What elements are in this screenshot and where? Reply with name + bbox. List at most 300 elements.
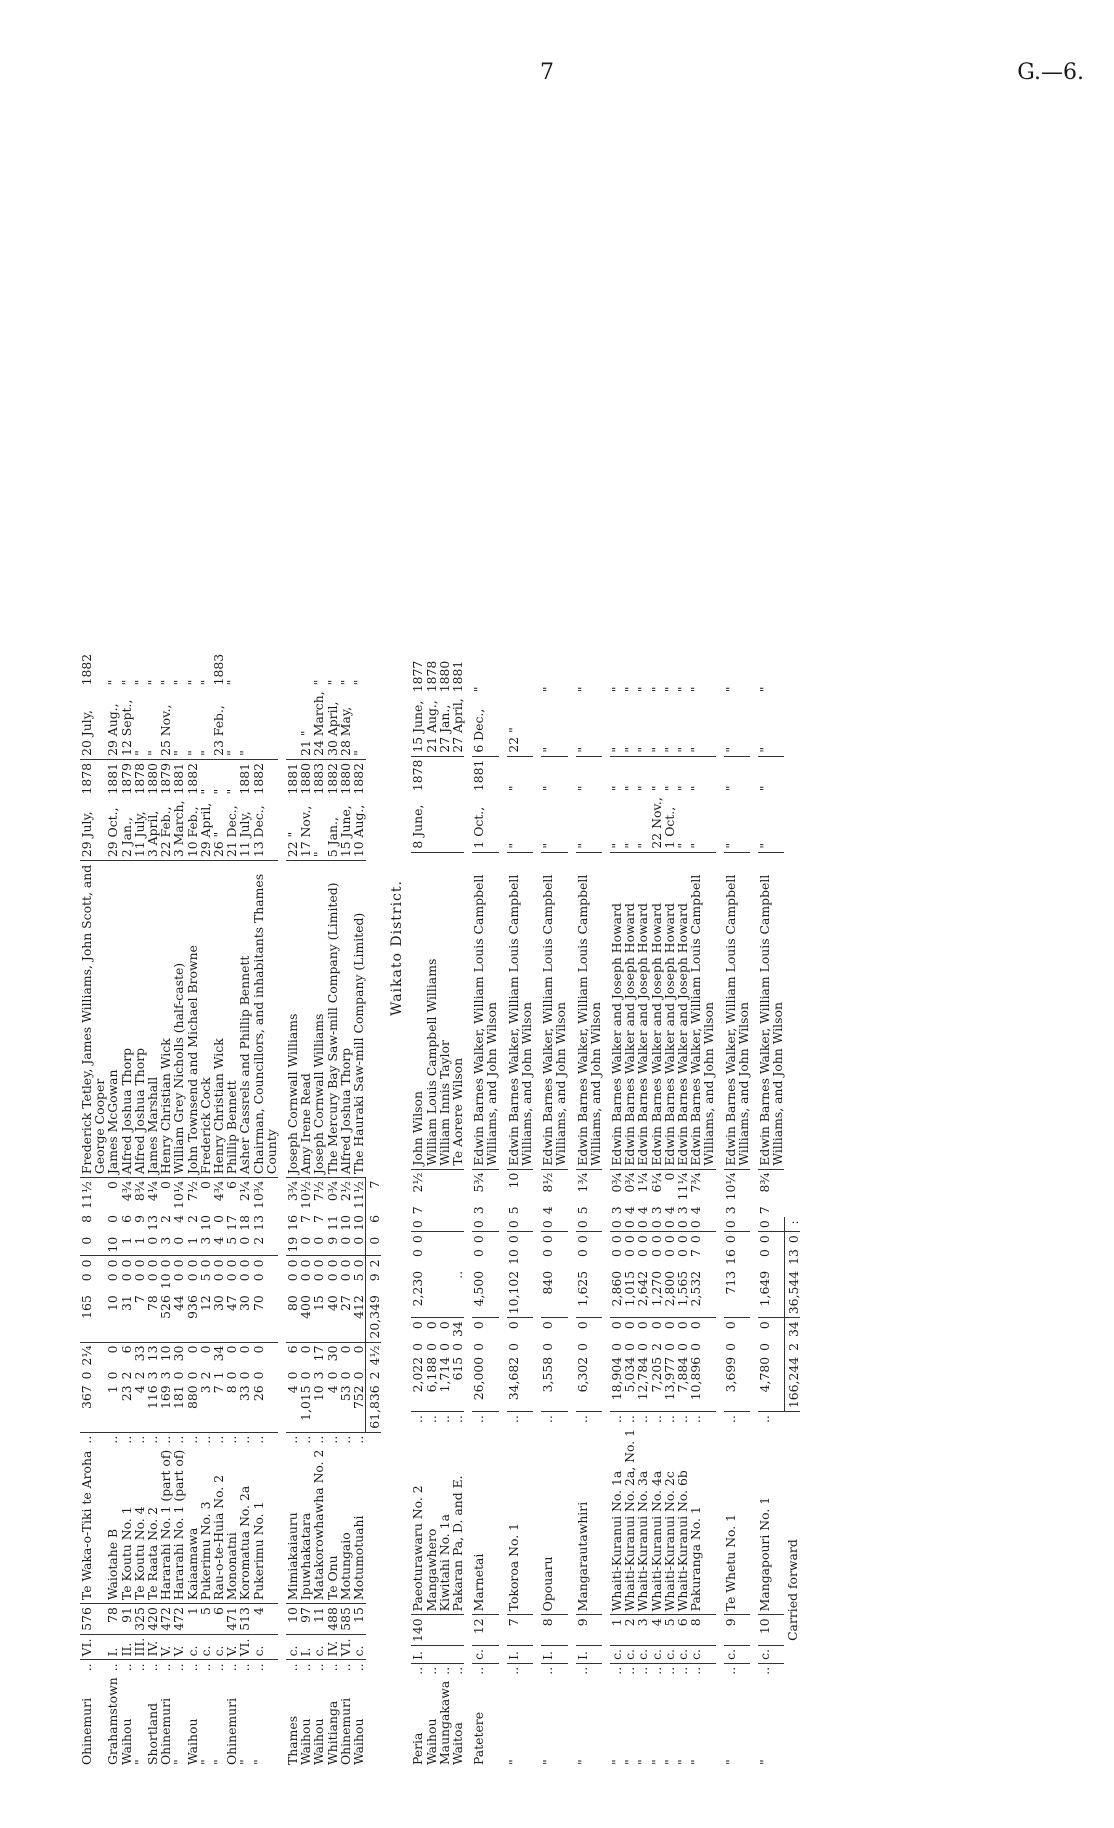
table-cell: " — [636, 695, 649, 756]
table-cell: 6¼ — [648, 1172, 664, 1193]
table-cell: " — [756, 785, 772, 792]
table-cell: 400 — [299, 1292, 312, 1342]
table-cell: 0 — [285, 1273, 301, 1282]
table-cell: 2 — [158, 1214, 174, 1223]
table-cell: 0 — [298, 1259, 314, 1268]
table-cell: VI. — [339, 1634, 352, 1660]
table-cell: 27 April, — [451, 695, 464, 756]
table-cell: 1881 — [450, 660, 466, 693]
table-cell: 1881 — [471, 759, 487, 792]
table-cell: 0 — [674, 1249, 690, 1257]
table-cell: 0 — [211, 1214, 227, 1223]
table-cell: c. — [689, 1645, 715, 1663]
table-cell: 8 — [79, 1214, 94, 1223]
table-cell: 47 — [225, 1292, 238, 1342]
table-cell: .. — [211, 1435, 227, 1444]
table-cell: 0 — [410, 1249, 426, 1257]
table-cell: 3 — [636, 1615, 649, 1646]
table-cell: 8 — [225, 1382, 238, 1432]
table-cell: 1882 — [324, 762, 340, 795]
table-cell: 0 — [250, 1371, 266, 1380]
table-cell — [425, 1615, 438, 1646]
table-cell: " — [610, 794, 623, 852]
table-cell: 9 — [576, 1615, 602, 1646]
table-cell: " — [237, 1759, 253, 1765]
table-cell: John Townsend and Michael Browne — [186, 861, 199, 1178]
table-row — [576, 658, 602, 1768]
table-cell: " — [648, 686, 664, 693]
table-cell: 5 Jan., — [326, 797, 339, 860]
table-cell: 420 — [146, 1604, 159, 1635]
table-cell: .. — [540, 1415, 556, 1424]
table-cell: 0 — [237, 1371, 253, 1380]
table-cell — [425, 1232, 438, 1246]
table-cell: .. — [324, 1435, 340, 1444]
table-cell: 0 — [635, 1249, 651, 1257]
table-cell: 4 — [540, 1206, 556, 1215]
table-cell: Edwin Barnes Walker and Joseph Howard — [663, 852, 676, 1169]
table-cell — [451, 1645, 464, 1663]
table-cell: 30 April, — [326, 688, 339, 759]
table-cell: 0 — [184, 1259, 200, 1268]
table-cell: 0 — [688, 1235, 704, 1244]
table-cell: 0 — [423, 1321, 439, 1330]
table-cell: I. — [411, 1645, 424, 1663]
table-cell: 2,800 — [663, 1268, 676, 1318]
table-cell: Tokoroa No. 1 — [507, 1426, 533, 1615]
table-cell: 18 — [237, 1214, 253, 1231]
table-cell: 4 — [252, 1604, 278, 1635]
table-cell: 0 — [79, 1273, 94, 1282]
table-cell: 1880 — [298, 762, 314, 795]
table-cell — [425, 1169, 438, 1203]
table-cell: 3 — [311, 1371, 327, 1380]
table-cell: 1 — [186, 1604, 199, 1635]
table-cell: 0 — [158, 1259, 174, 1268]
table-cell: 0 — [211, 1273, 227, 1282]
table-cell: 10 — [312, 1382, 325, 1432]
table-cell: .. — [250, 1435, 266, 1444]
table-cell: 0 — [635, 1321, 651, 1330]
table-cell: 13 — [145, 1214, 161, 1231]
table-cell: 3 — [158, 1371, 174, 1380]
table-cell: Waiotahe B — [106, 1447, 119, 1604]
subtotal-cell: 4½ — [366, 1342, 382, 1368]
table-cell: 471 — [225, 1604, 238, 1635]
table-cell: 1881 — [237, 762, 253, 795]
table-cell: 29 July, — [80, 797, 106, 860]
table-cell: 1,270 — [650, 1268, 663, 1318]
table-cell: 0 — [351, 1259, 367, 1268]
table-cell — [425, 1217, 438, 1231]
table-cell: 472 — [172, 1604, 185, 1635]
table-cell — [451, 1615, 464, 1646]
table-cell: 0 — [131, 1273, 147, 1282]
table-cell: c. — [286, 1634, 299, 1660]
table-cell: .. — [756, 1415, 772, 1424]
table-cell: 1 — [120, 1234, 133, 1256]
table-cell: Rau-o-te-Huia No. 2 — [212, 1447, 225, 1604]
table-cell: 0 — [635, 1235, 651, 1244]
table-cell: 3 March, — [172, 797, 185, 860]
table-cell: 2 Jan., — [120, 797, 133, 860]
table-cell: c. — [663, 1645, 676, 1663]
table-cell — [438, 794, 451, 852]
table-cell: 2,860 — [610, 1268, 623, 1318]
table-cell: Whaiti-Kuranui No. 6b — [676, 1426, 689, 1615]
table-cell: 2,230 — [411, 1268, 424, 1318]
table-cell — [438, 1203, 451, 1217]
table-cell: 22 Feb., — [159, 797, 172, 860]
table-cell: Pukerimu No. 3 — [199, 1447, 212, 1604]
table-cell: 3 — [471, 1206, 487, 1215]
table-cell: .. — [648, 1415, 664, 1424]
table-cell: 0 — [337, 1273, 353, 1282]
table-cell: 3,699 — [724, 1354, 750, 1412]
table-cell: 0 — [574, 1342, 590, 1351]
table-cell: .. — [351, 1435, 367, 1444]
table-cell: 22 Nov., — [650, 794, 663, 852]
table-cell: 0¾ — [324, 1181, 340, 1202]
table-cell: 0 — [145, 1259, 161, 1268]
table-cell: 0 — [505, 1321, 521, 1330]
table-cell: 8¾ — [756, 1172, 772, 1193]
table-cell: V. — [225, 1634, 238, 1660]
table-cell: " — [623, 695, 636, 756]
table-cell: 13 Dec., — [252, 797, 278, 860]
table-cell: " — [756, 1759, 772, 1765]
table-cell: Mangapouri No. 1 — [758, 1426, 784, 1615]
table-cell: .. — [197, 1663, 213, 1672]
subtotal-cell: 2 — [366, 1256, 382, 1270]
table-cell: 3 April, — [146, 797, 159, 860]
table-cell: 6 — [224, 1181, 240, 1190]
table-cell: 1,565 — [676, 1268, 689, 1318]
table-cell: Amy Irene Read — [299, 861, 312, 1178]
table-cell: Motumotuahi — [352, 1447, 366, 1604]
table-row — [663, 658, 676, 1768]
table-cell: " — [622, 686, 638, 693]
table-cell: .. — [131, 1435, 147, 1444]
table-cell — [451, 1203, 464, 1217]
table-cell: Te Onu — [326, 1447, 339, 1604]
table-row — [650, 658, 663, 1768]
table-cell: Whaiti-Kuranui No. 2c — [663, 1426, 676, 1615]
table-row — [252, 651, 278, 1768]
table-cell: 0 — [756, 1342, 772, 1351]
table-cell: " — [576, 695, 602, 756]
table-cell: " — [623, 794, 636, 852]
table-cell: " — [635, 785, 651, 792]
subtotal-cell: 20,349 — [366, 1292, 382, 1342]
table-cell: Opouaru — [541, 1426, 567, 1615]
table-cell: 53 — [339, 1382, 352, 1432]
table-cell: 22 " — [286, 797, 299, 860]
land-purchase-table-waikato — [411, 658, 800, 1768]
table-cell: " — [674, 785, 690, 792]
table-cell: " — [352, 688, 366, 759]
table-cell: 3 — [199, 1382, 212, 1432]
table-cell: 3¾ — [285, 1181, 301, 1202]
table-cell: 0 — [298, 1345, 314, 1354]
table-cell: Waihou — [423, 1718, 439, 1765]
table-row — [186, 651, 199, 1768]
table-cell: .. — [131, 1663, 147, 1672]
table-cell: 11 July, — [238, 797, 251, 860]
table-cell: Mangarautawhiri — [576, 1426, 602, 1615]
table-cell: 1 — [610, 1615, 623, 1646]
table-cell: 24 March, — [312, 688, 325, 759]
table-cell: I. — [576, 1645, 602, 1663]
table-cell: .. — [118, 1435, 134, 1444]
table-cell: 0 — [574, 1249, 590, 1257]
table-cell: 6 — [285, 1345, 301, 1354]
table-cell: 16 — [285, 1214, 301, 1231]
table-cell — [438, 1615, 451, 1646]
table-cell: 0 — [574, 1321, 590, 1330]
table-cell: Whitianga — [324, 1700, 340, 1765]
table-cell: .. — [722, 1666, 738, 1675]
table-cell: 1 — [106, 1382, 119, 1432]
table-cell: 0 — [688, 1321, 704, 1330]
table-cell: .. — [608, 1666, 624, 1675]
table-cell: 1880 — [337, 762, 353, 795]
table-cell: 91 — [120, 1604, 133, 1635]
table-cell — [252, 688, 278, 759]
table-cell: 0 — [237, 1273, 253, 1282]
table-cell: c. — [650, 1645, 663, 1663]
table-cell: 4,780 — [758, 1354, 784, 1412]
table-cell: 0 — [608, 1249, 624, 1257]
table-cell: .. — [471, 1415, 487, 1424]
table-cell: 0 — [105, 1273, 121, 1282]
table-cell: c. — [472, 1645, 498, 1663]
table-row — [199, 651, 212, 1768]
table-cell: 2 — [648, 1342, 664, 1351]
table-row — [172, 651, 185, 1768]
table-cell: 0 — [661, 1321, 677, 1330]
table-cell: 9 — [724, 1615, 750, 1646]
table-cell: 1882 — [79, 653, 94, 686]
table-cell: 4 — [635, 1206, 651, 1215]
table-cell: 0 — [574, 1235, 590, 1244]
table-cell: .. — [337, 1435, 353, 1444]
table-cell: 1879 — [158, 762, 174, 795]
table-cell: 1 — [133, 1234, 146, 1256]
table-cell: Ipuwhakatara — [299, 1447, 312, 1604]
table-cell: 1878 — [423, 660, 439, 693]
table-cell: 0 — [105, 1214, 121, 1223]
table-cell: " — [145, 679, 161, 686]
table-cell: Alfred Joshua Thorp — [133, 861, 146, 1178]
table-cell: V. — [172, 1634, 185, 1660]
table-cell: 26,000 — [472, 1354, 498, 1412]
table-cell: 526 — [159, 1292, 172, 1342]
table-cell: .. — [79, 1663, 94, 1672]
table-cell: " — [250, 1759, 266, 1765]
table-cell: " — [197, 679, 213, 686]
table-cell: 10 — [106, 1234, 119, 1256]
table-cell: .. — [574, 1666, 590, 1675]
table-cell: 6,302 — [576, 1354, 602, 1412]
table-cell: John Wilson — [411, 852, 424, 1169]
table-cell: .. — [250, 1663, 266, 1672]
table-cell: " — [610, 695, 623, 756]
table-cell: 34 — [211, 1345, 227, 1362]
table-cell: 22 " — [507, 695, 533, 756]
table-cell: c. — [352, 1634, 366, 1660]
table-cell: " — [688, 1759, 704, 1765]
table-cell: 2 — [118, 1371, 134, 1380]
table-cell: 0 — [576, 1217, 602, 1231]
table-cell: Edwin Barnes Walker, William Louis Campbell Williams, and John Wilson — [507, 852, 533, 1169]
table-cell: 78 — [106, 1604, 119, 1635]
table-cell: 0 — [224, 1371, 240, 1380]
table-cell: 2 — [184, 1214, 200, 1223]
table-cell: 13,977 — [663, 1354, 676, 1412]
table-cell: 0 — [471, 1249, 487, 1257]
table-cell: 33 — [131, 1345, 147, 1362]
table-cell: 0 — [622, 1321, 638, 1330]
table-cell: " — [635, 686, 651, 693]
table-cell: 1,015 — [299, 1382, 312, 1432]
table-row — [724, 658, 750, 1768]
table-cell: 0 — [324, 1371, 340, 1380]
table-cell: .. — [79, 1435, 94, 1444]
table-cell: 12,784 — [636, 1354, 649, 1412]
table-cell: 3 — [722, 1206, 738, 1215]
table-cell: " — [674, 686, 690, 693]
table-cell: 1¾ — [574, 1172, 590, 1193]
table-cell: " — [574, 1759, 590, 1765]
table-cell — [438, 1232, 451, 1246]
table-row — [758, 658, 784, 1768]
subtotal-cell: 9 — [366, 1270, 382, 1292]
table-cell: 33 — [238, 1382, 251, 1432]
table-cell: 0 — [540, 1321, 556, 1330]
table-row — [541, 658, 567, 1768]
table-cell: Paeoturawaru No. 2 — [411, 1426, 424, 1615]
table-cell: Edwin Barnes Walker, William Louis Campbell Williams, and John Wilson — [576, 852, 602, 1169]
table-cell: Mimiakaiauru — [286, 1447, 299, 1604]
table-cell: 3 — [608, 1206, 624, 1215]
table-cell: Edwin Barnes Walker, William Louis Campbell Williams, and John Wilson — [689, 852, 715, 1169]
table-cell: Ohinemuri — [224, 1697, 240, 1765]
table-cell: 2½ — [410, 1172, 426, 1193]
table-cell: 0 — [171, 1259, 187, 1268]
table-cell: 1 — [186, 1234, 199, 1256]
table-cell: 0 — [312, 1234, 325, 1256]
table-cell: 29 Oct., — [106, 797, 119, 860]
table-cell: Alfred Joshua Thorp — [339, 861, 352, 1178]
table-cell: 1880 — [145, 762, 161, 795]
table-cell: 11½ — [79, 1181, 94, 1209]
table-cell: Chairman, Councillors, and inhabitants Thames County — [252, 861, 278, 1178]
table-cell: Edwin Barnes Walker, William Louis Campbell Williams, and John Wilson — [472, 852, 498, 1169]
table-cell: I. — [507, 1645, 533, 1663]
table-cell: Motungaio — [339, 1447, 352, 1604]
table-cell — [451, 794, 464, 852]
table-cell: 0 — [118, 1273, 134, 1282]
table-cell: .. — [688, 1415, 704, 1424]
table-cell: 2 — [131, 1371, 147, 1380]
table-cell: 1877 — [410, 660, 426, 693]
table-cell — [451, 1217, 464, 1231]
table-cell: 0 — [184, 1345, 200, 1354]
table-cell: V. — [159, 1634, 172, 1660]
table-cell: " — [172, 688, 185, 759]
table-cell: c. — [212, 1634, 225, 1660]
table-cell: c. — [623, 1645, 636, 1663]
table-cell: 0 — [648, 1249, 664, 1257]
table-cell: 1881 — [285, 762, 301, 795]
table-cell: 0 — [79, 1259, 94, 1268]
table-cell: 0 — [661, 1172, 677, 1181]
table-cell: 34,682 — [507, 1354, 533, 1412]
table-cell: .. — [197, 1435, 213, 1444]
carried-forward-cell: 166,244 — [784, 1354, 800, 1412]
table-cell: 488 — [326, 1604, 339, 1635]
table-cell: " — [576, 794, 602, 852]
table-cell: Te Aorere Wilson — [451, 852, 464, 1169]
table-cell: Te Koutu No. 4 — [133, 1447, 146, 1604]
table-cell: 5 — [663, 1615, 676, 1646]
table-cell: 13 — [250, 1214, 266, 1231]
table-cell: 0 — [285, 1371, 301, 1380]
table-cell: 34 — [450, 1321, 466, 1337]
table-cell: " — [225, 688, 238, 759]
table-cell: Te Waka-o-Tiki te Aroha — [80, 1447, 106, 1604]
table-cell: 12 — [472, 1615, 498, 1646]
table-cell: .. — [311, 1435, 327, 1444]
table-cell: Thames — [285, 1715, 301, 1765]
table-cell: 8 June, — [411, 794, 424, 852]
table-cell: " — [312, 797, 325, 860]
table-cell: 6 — [118, 1214, 134, 1223]
table-cell: " — [471, 686, 487, 693]
table-cell: " — [131, 679, 147, 686]
table-cell: 0 — [722, 1321, 738, 1330]
table-cell: I. — [299, 1634, 312, 1660]
table-cell: " — [661, 785, 677, 792]
table-cell: 5 — [225, 1234, 238, 1256]
table-cell: 1,649 — [758, 1268, 784, 1318]
table-cell: 0 — [505, 1235, 521, 1244]
carried-forward-cell: 0 — [784, 1232, 800, 1246]
table-cell: 10 Feb., — [186, 797, 199, 860]
table-cell: 0 — [298, 1273, 314, 1282]
table-cell: 10 — [158, 1345, 174, 1362]
table-cell: 0 — [351, 1345, 367, 1354]
table-cell: Edwin Barnes Walker and Joseph Howard — [623, 852, 636, 1169]
table-cell: 0 — [436, 1342, 452, 1351]
table-cell: Whaiti-Kuranui No. 3a — [636, 1426, 649, 1615]
table-cell: .. — [608, 1415, 624, 1424]
table-cell: 0 — [238, 1234, 251, 1256]
table-cell: 880 — [186, 1382, 199, 1432]
table-row — [451, 658, 464, 1768]
table-cell: .. — [622, 1666, 638, 1675]
table-cell: c. — [758, 1645, 784, 1663]
table-cell: c. — [199, 1634, 212, 1660]
table-row — [425, 658, 438, 1768]
table-cell: 0 — [105, 1371, 121, 1380]
table-cell: 0 — [635, 1342, 651, 1351]
table-cell: 1881 — [171, 762, 187, 795]
table-cell: 1883 — [211, 653, 227, 686]
table-cell: " — [540, 785, 556, 792]
table-cell: 11½ — [351, 1181, 367, 1209]
